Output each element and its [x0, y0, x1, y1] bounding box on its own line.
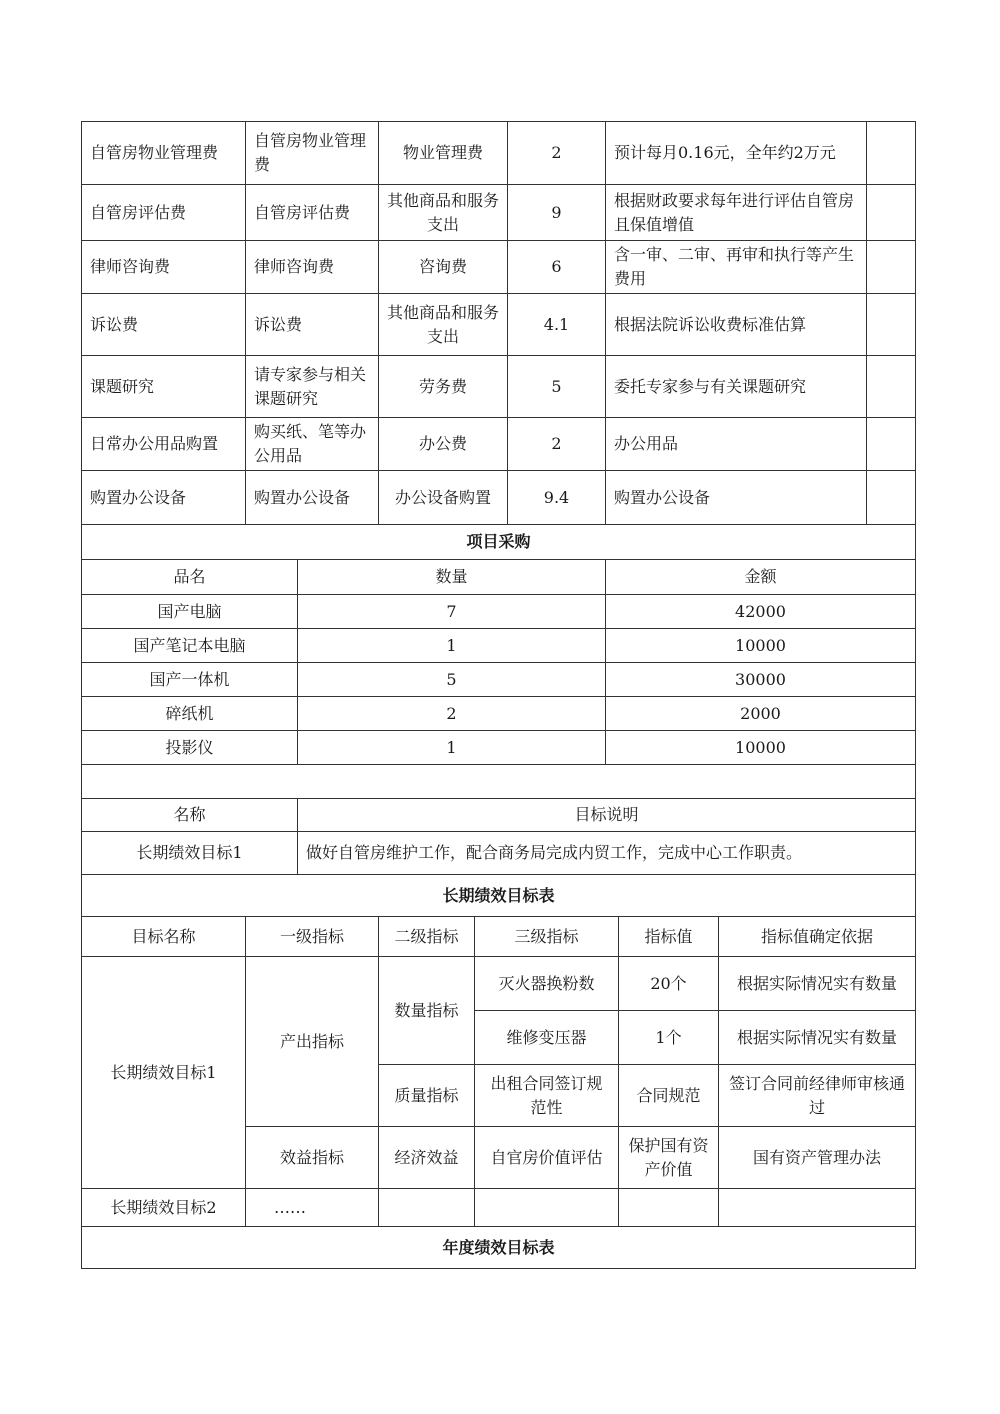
procurement-row	[82, 731, 916, 765]
budget-cell-content: 诉讼费	[246, 294, 379, 356]
budget-cell-item: 课题研究	[82, 356, 246, 418]
lt-header-value: 指标值	[619, 917, 719, 957]
budget-table	[81, 121, 916, 525]
budget-row	[82, 418, 916, 471]
procurement-title: 项目采购	[82, 525, 916, 560]
budget-cell-item: 律师咨询费	[82, 241, 246, 294]
budget-cell-category: 其他商品和服务支出	[379, 294, 508, 356]
procurement-rows	[82, 595, 916, 765]
lt-goal2-empty-3	[619, 1189, 719, 1227]
budget-cell-amount: 9.4	[508, 471, 606, 525]
budget-cell-basis: 购置办公设备	[606, 471, 867, 525]
lt-econ-indicator: 经济效益	[379, 1127, 475, 1189]
budget-cell-item: 诉讼费	[82, 294, 246, 356]
budget-cell-basis: 预计每月0.16元，全年约2万元	[606, 122, 867, 185]
budget-cell-note	[867, 122, 916, 185]
lt-q2-name: 维修变压器	[475, 1011, 619, 1065]
budget-cell-amount: 2	[508, 122, 606, 185]
procurement-row	[82, 629, 916, 663]
budget-cell-basis: 根据法院诉讼收费标准估算	[606, 294, 867, 356]
lt-header-level1: 一级指标	[246, 917, 379, 957]
budget-cell-note	[867, 356, 916, 418]
procurement-row	[82, 663, 916, 697]
lt-q3-value: 合同规范	[619, 1065, 719, 1127]
budget-cell-amount: 4.1	[508, 294, 606, 356]
budget-row	[82, 294, 916, 356]
procurement-cell-qty: 5	[298, 663, 606, 697]
goal-name: 长期绩效目标1	[82, 832, 298, 875]
budget-cell-item: 日常办公用品购置	[82, 418, 246, 471]
lt-benefit-indicator: 效益指标	[246, 1127, 379, 1189]
procurement-cell-amount: 10000	[606, 731, 916, 765]
procurement-cell-amount: 30000	[606, 663, 916, 697]
procurement-cell-qty: 1	[298, 731, 606, 765]
longterm-title: 长期绩效目标表	[82, 875, 916, 917]
document-page	[81, 121, 915, 1269]
goal-header-desc: 目标说明	[298, 799, 916, 832]
budget-row	[82, 185, 916, 241]
lt-q2-value: 1个	[619, 1011, 719, 1065]
lt-goal2-empty-4	[719, 1189, 916, 1227]
budget-cell-amount: 2	[508, 418, 606, 471]
procurement-table	[81, 524, 916, 917]
budget-row	[82, 471, 916, 525]
procurement-cell-name: 投影仪	[82, 731, 298, 765]
budget-cell-item: 自管房物业管理费	[82, 122, 246, 185]
budget-cell-category: 办公设备购置	[379, 471, 508, 525]
procurement-cell-qty: 1	[298, 629, 606, 663]
budget-cell-basis: 办公用品	[606, 418, 867, 471]
budget-cell-amount: 9	[508, 185, 606, 241]
goal-header-name: 名称	[82, 799, 298, 832]
budget-cell-category: 其他商品和服务支出	[379, 185, 508, 241]
budget-row	[82, 356, 916, 418]
lt-header-level2: 二级指标	[379, 917, 475, 957]
lt-q3-basis: 签订合同前经律师审核通过	[719, 1065, 916, 1127]
goal-desc: 做好自管房维护工作，配合商务局完成内贸工作，完成中心工作职责。	[298, 832, 916, 875]
budget-row	[82, 122, 916, 185]
annual-title: 年度绩效目标表	[82, 1227, 916, 1269]
lt-goal2: 长期绩效目标2	[82, 1189, 246, 1227]
budget-cell-category: 劳务费	[379, 356, 508, 418]
lt-q2-basis: 根据实际情况实有数量	[719, 1011, 916, 1065]
budget-cell-item: 自管房评估费	[82, 185, 246, 241]
lt-goal2-ellipsis: ……	[246, 1189, 379, 1227]
lt-q3-name: 出租合同签订规范性	[475, 1065, 619, 1127]
procurement-cell-amount: 10000	[606, 629, 916, 663]
empty-row	[82, 765, 916, 799]
budget-cell-content: 自管房物业管理费	[246, 122, 379, 185]
lt-q1-name: 灭火器换粉数	[475, 957, 619, 1011]
procurement-header-name: 品名	[82, 560, 298, 595]
procurement-cell-qty: 7	[298, 595, 606, 629]
budget-cell-category: 办公费	[379, 418, 508, 471]
budget-cell-category: 咨询费	[379, 241, 508, 294]
lt-output-indicator: 产出指标	[246, 957, 379, 1127]
lt-q1-basis: 根据实际情况实有数量	[719, 957, 916, 1011]
budget-cell-content: 请专家参与相关课题研究	[246, 356, 379, 418]
budget-cell-amount: 5	[508, 356, 606, 418]
lt-goal1: 长期绩效目标1	[82, 957, 246, 1189]
longterm-table	[81, 916, 916, 1269]
procurement-cell-amount: 42000	[606, 595, 916, 629]
procurement-cell-name: 碎纸机	[82, 697, 298, 731]
budget-cell-category: 物业管理费	[379, 122, 508, 185]
budget-rows	[82, 122, 916, 525]
procurement-cell-name: 国产电脑	[82, 595, 298, 629]
lt-quality-indicator: 质量指标	[379, 1065, 475, 1127]
procurement-cell-name: 国产一体机	[82, 663, 298, 697]
budget-cell-basis: 含一审、二审、再审和执行等产生费用	[606, 241, 867, 294]
procurement-cell-amount: 2000	[606, 697, 916, 731]
lt-header-goal: 目标名称	[82, 917, 246, 957]
procurement-row	[82, 697, 916, 731]
lt-q4-name: 自官房价值评估	[475, 1127, 619, 1189]
lt-goal2-empty-1	[379, 1189, 475, 1227]
lt-q4-basis: 国有资产管理办法	[719, 1127, 916, 1189]
procurement-header-amount: 金额	[606, 560, 916, 595]
budget-cell-basis: 根据财政要求每年进行评估自管房且保值增值	[606, 185, 867, 241]
procurement-header-qty: 数量	[298, 560, 606, 595]
budget-cell-item: 购置办公设备	[82, 471, 246, 525]
budget-cell-note	[867, 294, 916, 356]
procurement-cell-qty: 2	[298, 697, 606, 731]
budget-cell-note	[867, 185, 916, 241]
procurement-cell-name: 国产笔记本电脑	[82, 629, 298, 663]
procurement-row	[82, 595, 916, 629]
lt-header-basis: 指标值确定依据	[719, 917, 916, 957]
lt-header-level3: 三级指标	[475, 917, 619, 957]
lt-goal2-empty-2	[475, 1189, 619, 1227]
budget-cell-content: 自管房评估费	[246, 185, 379, 241]
budget-cell-note	[867, 418, 916, 471]
budget-cell-basis: 委托专家参与有关课题研究	[606, 356, 867, 418]
budget-cell-amount: 6	[508, 241, 606, 294]
budget-cell-content: 购买纸、笔等办公用品	[246, 418, 379, 471]
budget-cell-content: 律师咨询费	[246, 241, 379, 294]
budget-cell-note	[867, 241, 916, 294]
lt-quantity-indicator: 数量指标	[379, 957, 475, 1065]
budget-cell-note	[867, 471, 916, 525]
lt-q4-value: 保护国有资产价值	[619, 1127, 719, 1189]
lt-q1-value: 20个	[619, 957, 719, 1011]
budget-row	[82, 241, 916, 294]
budget-cell-content: 购置办公设备	[246, 471, 379, 525]
